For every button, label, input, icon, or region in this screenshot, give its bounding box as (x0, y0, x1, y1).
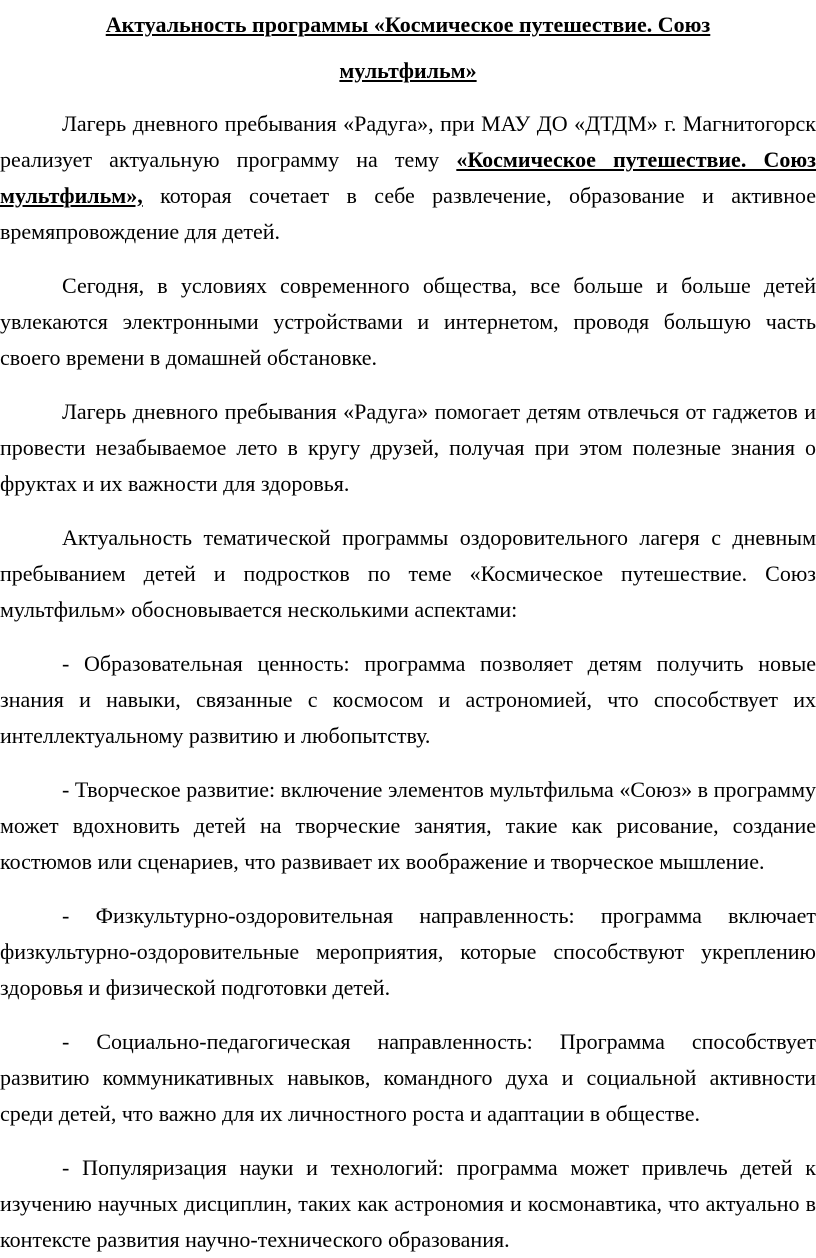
aspect-science: - Популяризация науки и технологий: программа может привлечь детей к изучению научных дисциплин, таких как астрономия и космонавтика, что актуально в контексте развития научно-технического образования. (0, 1155, 816, 1252)
aspect-social: - Социально-педагогическая направленность: Программа способствует развитию коммуникативных навыков, командного духа и социальной активности среди детей, что важно для их личностного роста и адаптации в обществе. (0, 1029, 816, 1126)
intro-text-start: Лагерь дневного пребывания «Радуга», при МАУ ДО «ДТДМ» г. Магнитогорск реализует актуальную программу на тему (0, 111, 816, 172)
aspect-physical: - Физкультурно-оздоровительная направленность: программа включает физкультурно-оздоровительные мероприятия, которые способствуют укреплению здоровья и физической подготовки детей. (0, 903, 816, 1000)
document-page (0, 2, 816, 1258)
paragraph-camp-benefits: Лагерь дневного пребывания «Радуга» помогает детям отвлечься от гаджетов и провести незабываемое лето в кругу друзей, получая при этом полезные знания о фруктах и их важности для здоровья. (0, 399, 816, 496)
paragraph-intro (0, 106, 816, 250)
document-title (0, 2, 816, 94)
program-name-emphasis: «Космическое путешествие. Союз мультфильм», (0, 147, 816, 208)
intro-text-end: которая сочетает в себе развлечение, образование и активное времяпровождение для детей. (0, 183, 816, 244)
paragraph-relevance: Актуальность тематической программы оздоровительного лагеря с дневным пребыванием детей и подростков по теме «Космическое путешествие. Союз мультфильм» обосновывается несколькими аспектами: (0, 525, 816, 622)
title-line-1: Актуальность программы «Космическое путешествие. Союз (105, 12, 711, 37)
paragraph-context: Сегодня, в условиях современного общества, все больше и больше детей увлекаются электронными устройствами и интернетом, проводя большую часть своего времени в домашней обстановке. (0, 273, 816, 370)
aspect-creative: - Творческое развитие: включение элементов мультфильма «Союз» в программу может вдохновить детей на творческие занятия, такие как рисование, создание костюмов или сценариев, что развивает их воображение и творческое мышление. (0, 777, 816, 874)
title-line-2: мультфильм» (339, 58, 477, 83)
aspect-educational: - Образовательная ценность: программа позволяет детям получить новые знания и навыки, связанные с космосом и астрономией, что способствует их интеллектуальному развитию и любопытству. (0, 651, 816, 748)
